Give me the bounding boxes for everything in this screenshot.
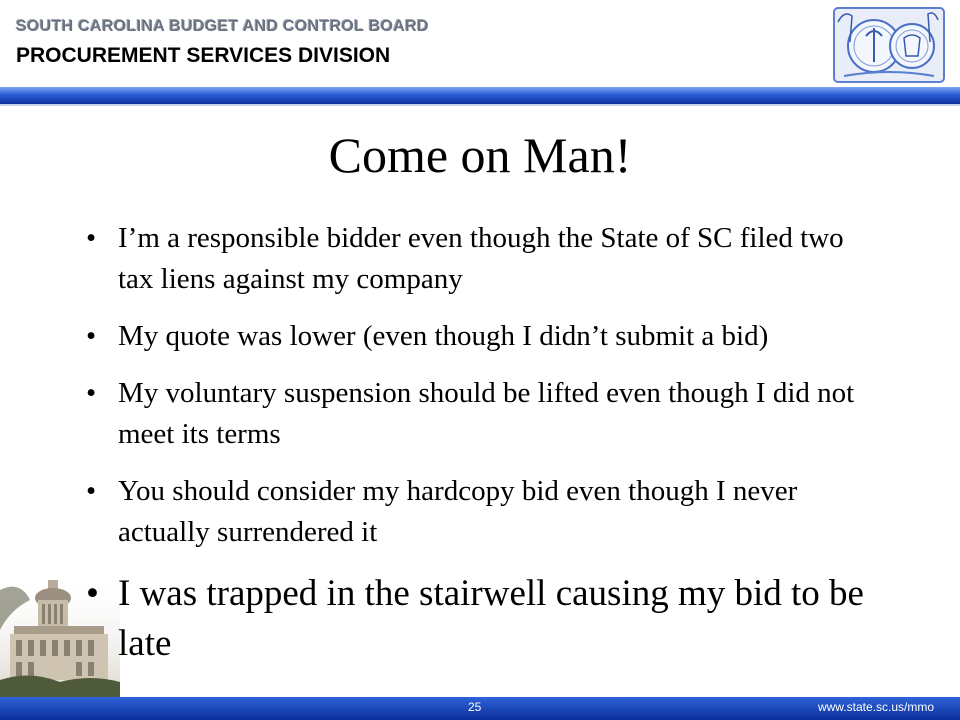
slide-header — [0, 0, 960, 92]
slide-footer — [0, 697, 960, 720]
slide-title: Come on Man! — [328, 127, 632, 183]
bullet-item: • You should consider my hardcopy bid even though I never actually surrendered it — [86, 471, 866, 553]
footer-url: www.state.sc.us/mmo — [817, 700, 934, 714]
state-seal-icon — [824, 2, 954, 86]
header-divider-bar — [0, 87, 960, 104]
bullet-item: • My quote was lower (even though I didn’t submit a bid) — [86, 316, 866, 357]
org-name-line2: PROCUREMENT SERVICES DIVISION — [16, 44, 391, 67]
bullet-item: • My voluntary suspension should be lifted even though I did not meet its terms — [86, 373, 866, 455]
header-divider-line — [0, 104, 960, 106]
bullet-item: • I’m a responsible bidder even though the State of SC filed two tax liens against my company — [86, 218, 866, 300]
org-name-line1: SOUTH CAROLINA BUDGET AND CONTROL BOARD — [16, 18, 429, 35]
bullet-list — [86, 218, 866, 685]
page-number: 25 — [468, 700, 482, 714]
bullet-item-emphasized: • I was trapped in the stairwell causing my bid to be late — [86, 569, 866, 669]
